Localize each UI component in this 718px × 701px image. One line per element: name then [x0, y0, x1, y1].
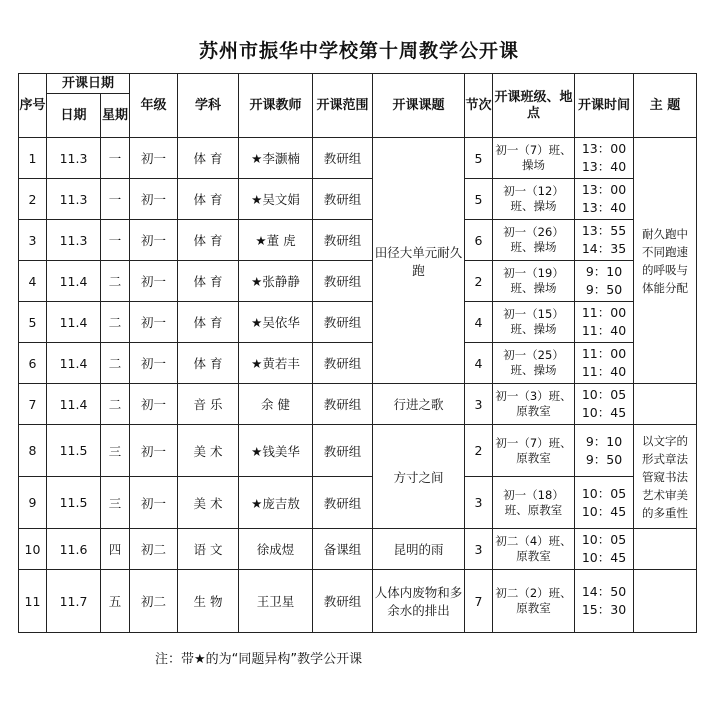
cell-period: 4	[465, 302, 493, 343]
cell-scope: 教研组	[313, 179, 373, 220]
cell-period: 2	[465, 261, 493, 302]
cell-topic: 昆明的雨	[373, 529, 465, 570]
cell-time	[575, 261, 634, 302]
cell-teacher: 余 健	[239, 384, 313, 425]
cell-topic: 人体内废物和多余水的排出	[373, 570, 465, 633]
time-start: 9：10	[585, 433, 623, 449]
cell-teacher: ★董 虎	[239, 220, 313, 261]
cell-teacher: ★吴依华	[239, 302, 313, 343]
cell-seq: 4	[19, 261, 47, 302]
header-grade: 年级	[130, 74, 178, 138]
time-end: 10：45	[581, 405, 627, 420]
cell-scope: 教研组	[313, 343, 373, 384]
time-end: 13：40	[581, 200, 627, 215]
header-class-place: 开课班级、地点	[493, 74, 575, 138]
cell-date: 11.6	[47, 529, 101, 570]
cell-period: 6	[465, 220, 493, 261]
cell-grade: 初一	[130, 343, 178, 384]
footnote: 注：带★的为“同题异构”教学公开课	[155, 652, 363, 667]
cell-date: 11.4	[47, 302, 101, 343]
cell-time	[575, 384, 634, 425]
time-start: 13：55	[581, 223, 627, 238]
cell-period: 7	[465, 570, 493, 633]
cell-subject: 生 物	[178, 570, 239, 633]
header-date-group: 开课日期	[47, 74, 130, 94]
table-row	[19, 570, 697, 633]
time-start: 10：05	[581, 485, 627, 501]
cell-weekday: 二	[101, 384, 130, 425]
cell-time	[575, 179, 634, 220]
cell-class-place: 初一（12）班、操场	[493, 179, 575, 220]
cell-time	[575, 570, 634, 633]
cell-date: 11.4	[47, 343, 101, 384]
cell-subject: 体 育	[178, 343, 239, 384]
cell-seq: 10	[19, 529, 47, 570]
cell-time	[575, 138, 634, 179]
header-time: 开课时间	[575, 74, 634, 138]
cell-weekday: 三	[101, 477, 130, 529]
cell-scope: 教研组	[313, 302, 373, 343]
cell-grade: 初一	[130, 138, 178, 179]
time-end: 15：30	[581, 602, 627, 617]
cell-teacher: ★张静静	[239, 261, 313, 302]
header-seq: 序号	[19, 74, 47, 138]
table-row	[19, 220, 697, 261]
time-end: 11：40	[581, 364, 627, 379]
cell-class-place: 初一（19）班、操场	[493, 261, 575, 302]
cell-subject: 语 文	[178, 529, 239, 570]
cell-theme-empty	[634, 570, 697, 633]
time-start: 14：50	[581, 584, 627, 599]
cell-subject: 美 术	[178, 425, 239, 477]
cell-subject: 体 育	[178, 179, 239, 220]
table-row	[19, 425, 697, 477]
header-teacher: 开课教师	[239, 74, 313, 138]
cell-date: 11.3	[47, 220, 101, 261]
cell-topic-merged: 方寸之间	[373, 425, 465, 529]
cell-date: 11.5	[47, 425, 101, 477]
cell-time	[575, 220, 634, 261]
header-row	[19, 74, 697, 94]
time-end: 9：50	[585, 451, 623, 467]
header-scope: 开课范围	[313, 74, 373, 138]
cell-date: 11.4	[47, 384, 101, 425]
cell-weekday: 三	[101, 425, 130, 477]
cell-weekday: 五	[101, 570, 130, 633]
cell-seq: 9	[19, 477, 47, 529]
table-row	[19, 529, 697, 570]
page-title: 苏州市振华中学校第十周教学公开课	[198, 40, 519, 62]
header-theme: 主 题	[634, 74, 697, 138]
cell-grade: 初一	[130, 425, 178, 477]
cell-scope: 教研组	[313, 425, 373, 477]
cell-period: 3	[465, 529, 493, 570]
cell-grade: 初一	[130, 477, 178, 529]
cell-class-place: 初一（25）班、操场	[493, 343, 575, 384]
header-period: 节次	[465, 74, 493, 138]
cell-class-place: 初一（7）班、原教室	[493, 425, 575, 477]
cell-date: 11.3	[47, 179, 101, 220]
header-weekday: 星期	[101, 94, 130, 138]
time-end: 9：50	[585, 282, 623, 297]
cell-teacher: ★吴文娟	[239, 179, 313, 220]
cell-teacher: ★庞吉敖	[239, 477, 313, 529]
cell-teacher: 徐成煜	[239, 529, 313, 570]
cell-theme-merged: 耐久跑中不同跑速的呼吸与体能分配	[634, 138, 697, 384]
cell-scope: 教研组	[313, 570, 373, 633]
time-end: 14：35	[581, 241, 627, 256]
time-start: 9：10	[585, 264, 623, 279]
cell-weekday: 一	[101, 179, 130, 220]
cell-subject: 体 育	[178, 220, 239, 261]
cell-class-place: 初一（7）班、操场	[493, 138, 575, 179]
cell-seq: 7	[19, 384, 47, 425]
time-end: 11：40	[581, 323, 627, 338]
time-start: 11：00	[581, 346, 627, 361]
cell-subject: 体 育	[178, 261, 239, 302]
cell-subject: 美 术	[178, 477, 239, 529]
table-row	[19, 138, 697, 179]
cell-seq: 6	[19, 343, 47, 384]
cell-teacher: ★黄若丰	[239, 343, 313, 384]
cell-time	[575, 425, 634, 477]
cell-grade: 初一	[130, 220, 178, 261]
cell-date: 11.3	[47, 138, 101, 179]
header-date: 日期	[47, 94, 101, 138]
cell-weekday: 二	[101, 302, 130, 343]
cell-weekday: 一	[101, 220, 130, 261]
cell-teacher: ★钱美华	[239, 425, 313, 477]
cell-class-place: 初一（15）班、操场	[493, 302, 575, 343]
cell-grade: 初一	[130, 384, 178, 425]
time-end: 10：45	[581, 503, 627, 519]
cell-class-place: 初二（2）班、原教室	[493, 570, 575, 633]
cell-topic: 行进之歌	[373, 384, 465, 425]
cell-seq: 2	[19, 179, 47, 220]
cell-date: 11.7	[47, 570, 101, 633]
cell-class-place: 初二（4）班、原教室	[493, 529, 575, 570]
cell-period: 5	[465, 138, 493, 179]
cell-date: 11.5	[47, 477, 101, 529]
cell-subject: 音 乐	[178, 384, 239, 425]
cell-teacher: 王卫星	[239, 570, 313, 633]
cell-scope: 教研组	[313, 384, 373, 425]
table-row	[19, 343, 697, 384]
cell-teacher: ★李灏楠	[239, 138, 313, 179]
cell-period: 5	[465, 179, 493, 220]
cell-period: 2	[465, 425, 493, 477]
cell-seq: 8	[19, 425, 47, 477]
cell-seq: 11	[19, 570, 47, 633]
time-start: 11：00	[581, 305, 627, 320]
time-start: 10：05	[581, 387, 627, 402]
table-row	[19, 384, 697, 425]
schedule-table	[18, 73, 697, 633]
time-end: 13：40	[581, 159, 627, 174]
cell-subject: 体 育	[178, 302, 239, 343]
cell-period: 4	[465, 343, 493, 384]
cell-scope: 教研组	[313, 477, 373, 529]
cell-grade: 初一	[130, 302, 178, 343]
time-end: 10：45	[581, 550, 627, 565]
cell-grade: 初二	[130, 529, 178, 570]
cell-theme-empty	[634, 384, 697, 425]
cell-time	[575, 529, 634, 570]
header-topic: 开课课题	[373, 74, 465, 138]
time-start: 13：00	[581, 182, 627, 197]
cell-scope: 教研组	[313, 261, 373, 302]
cell-class-place: 初一（3）班、原教室	[493, 384, 575, 425]
cell-seq: 1	[19, 138, 47, 179]
table-row	[19, 477, 697, 529]
cell-subject: 体 育	[178, 138, 239, 179]
cell-seq: 3	[19, 220, 47, 261]
table-row	[19, 179, 697, 220]
cell-time	[575, 477, 634, 529]
cell-scope: 备课组	[313, 529, 373, 570]
cell-seq: 5	[19, 302, 47, 343]
table-row	[19, 302, 697, 343]
cell-weekday: 一	[101, 138, 130, 179]
table-row	[19, 261, 697, 302]
cell-grade: 初一	[130, 179, 178, 220]
cell-theme-merged: 以文字的形式章法管窥书法艺术审美的多重性	[634, 425, 697, 529]
cell-grade: 初二	[130, 570, 178, 633]
cell-weekday: 二	[101, 261, 130, 302]
cell-class-place: 初一（18）班、原教室	[493, 477, 575, 529]
cell-scope: 教研组	[313, 138, 373, 179]
cell-period: 3	[465, 477, 493, 529]
cell-period: 3	[465, 384, 493, 425]
cell-class-place: 初一（26）班、操场	[493, 220, 575, 261]
cell-scope: 教研组	[313, 220, 373, 261]
cell-time	[575, 302, 634, 343]
cell-grade: 初一	[130, 261, 178, 302]
time-start: 13：00	[581, 141, 627, 156]
time-start: 10：05	[581, 532, 627, 547]
cell-time	[575, 343, 634, 384]
header-subject: 学科	[178, 74, 239, 138]
cell-weekday: 二	[101, 343, 130, 384]
cell-theme-empty	[634, 529, 697, 570]
cell-date: 11.4	[47, 261, 101, 302]
cell-weekday: 四	[101, 529, 130, 570]
cell-topic-merged: 田径大单元耐久跑	[373, 138, 465, 384]
